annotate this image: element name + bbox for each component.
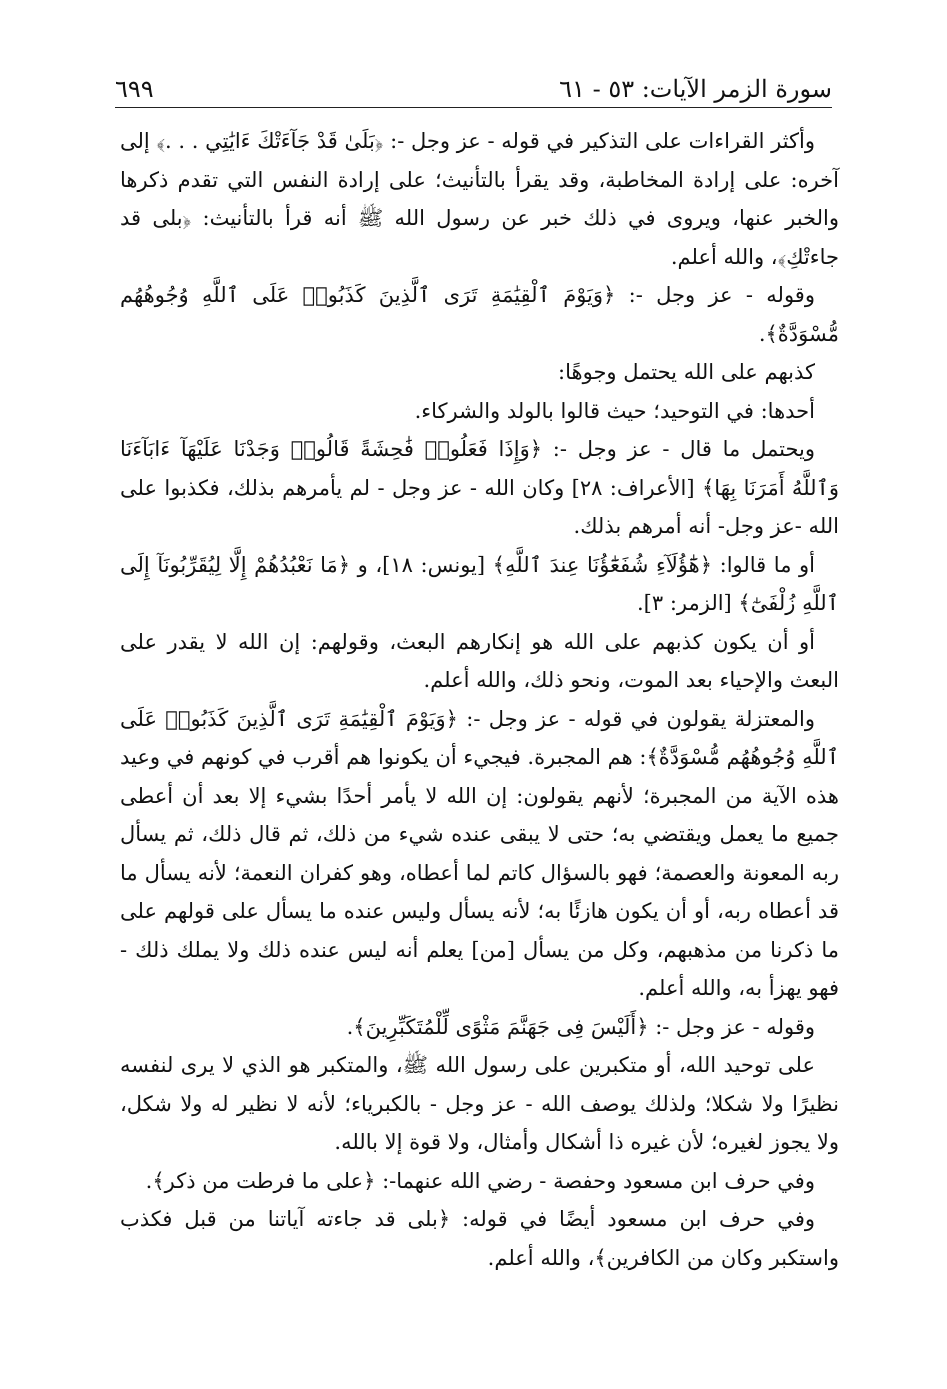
paragraph: وأكثر القراءات على التذكير في قوله - عز وجل -: ﴿بَلَىٰ قَدْ جَآءَتْكَ ءَايَٰتِي . . .﴾ إلى آخره: على إرادة المخاطبة، وقد يقرأ بالتأنيث؛ على إرادة النفس التي تقدم ذكرها والخبر عنها، ويروى في ذلك خبر عن رسول الله ﷺ أنه قرأ بالتأنيث: ﴿بلى قد جاءتْكِ﴾، والله أعلم. — [120, 129, 839, 269]
paragraph: أو أن يكون كذبهم على الله هو إنكارهم البعث، وقولهم: إن الله لا يقدر على البعث والإحياء بعد الموت، ونحو ذلك، والله أعلم. — [120, 629, 839, 692]
paragraph: والمعتزلة يقولون في قوله - عز وجل -: ﴿وَيَوْمَ ٱلْقِيَٰمَةِ تَرَى ٱلَّذِينَ كَذَبُوا۟ عَلَى ٱللَّهِ وُجُوهُهُم مُّسْوَدَّةٌ﴾: هم المجبرة. فيجيء أن يكونوا هم أقرب في كونهم في وعيد هذه الآية من المجبرة؛ لأنهم يقولون: إن الله لا يأمر أحدًا بشيء إلا بعد أن أعطى جميع ما يعمل ويقتضي به؛ حتى لا يبقى عنده شيء من ذلك، ثم قال ذلك، ثم يسأل ربه المعونة والعصمة؛ فهو بالسؤال كاتم لما أعطاه، وهو كفران النعمة؛ لأنه يسأل ما قد أعطاه ربه، أو أن يكون هازئًا به؛ لأنه يسأل وليس عنده ما يسأل على قولهم على ما ذكرنا من مذهبهم، وكل من يسأل [من] يعلم أنه ليس عنده ذلك ولا يملك ذلك - فهو يهزأ به، والله أعلم. — [120, 706, 839, 1000]
paragraph: على توحيد الله، أو متكبرين على رسول الله ﷺ، والمتكبر هو الذي لا يرى لنفسه نظيرًا ولا شكلا؛ ولذلك يوصف الله - عز وجل - بالكبرياء؛ لأنه لا نظير له ولا شكل، ولا يجوز لغيره؛ لأن غيره ذا أشكال وأمثال، ولا قوة إلا بالله. — [120, 1053, 839, 1154]
surah-title: سورة الزمر الآيات: ٥٣ - ٦١ — [559, 75, 832, 103]
paragraph: وفي حرف ابن مسعود أيضًا في قوله: ﴿بلى قد جاءته آياتنا من قبل فكذب واستكبر وكان من الكافرين﴾، والله أعلم. — [120, 1207, 839, 1270]
page-number: ٦٩٩ — [115, 75, 154, 103]
page-body — [120, 122, 839, 1277]
paragraph: أحدها: في التوحيد؛ حيث قالوا بالولد والشركاء. — [414, 398, 815, 423]
paragraph: أو ما قالوا: ﴿هَٰٓؤُلَآءِ شُفَعَٰٓؤُنَا عِندَ ٱللَّهِ﴾ [يونس: ١٨]، و ﴿مَا نَعْبُدُهُمْ إِلَّا لِيُقَرِّبُونَآ إِلَى ٱللَّهِ زُلْفَىٰٓ﴾ [الزمر: ٣]. — [120, 552, 839, 615]
paragraph: ويحتمل ما قال - عز وجل -: ﴿وَإِذَا فَعَلُوا۟ فَٰحِشَةً قَالُوا۟ وَجَدْنَا عَلَيْهَآ ءَابَآءَنَا وَٱللَّهُ أَمَرَنَا بِهَا﴾ [الأعراف: ٢٨] وكان الله - عز وجل - لم يأمرهم بذلك، فكذبوا على الله -عز وجل- أنه أمرهم بذلك. — [120, 437, 839, 538]
paragraph: كذبهم على الله يحتمل وجوهًا: — [558, 360, 815, 384]
paragraph: وفي حرف ابن مسعود وحفصة - رضي الله عنهما-: ﴿على ما فرطت من ذكر﴾. — [145, 1168, 815, 1193]
paragraph: وقوله - عز وجل -: ﴿أَلَيْسَ فِى جَهَنَّمَ مَثْوًى لِّلْمُتَكَبِّرِينَ﴾. — [346, 1014, 815, 1039]
running-header — [115, 62, 832, 108]
paragraph: وقوله - عز وجل -: ﴿وَيَوْمَ ٱلْقِيَٰمَةِ تَرَى ٱلَّذِينَ كَذَبُوا۟ عَلَى ٱللَّهِ وُجُوهُهُم مُّسْوَدَّةٌ﴾. — [120, 283, 839, 346]
